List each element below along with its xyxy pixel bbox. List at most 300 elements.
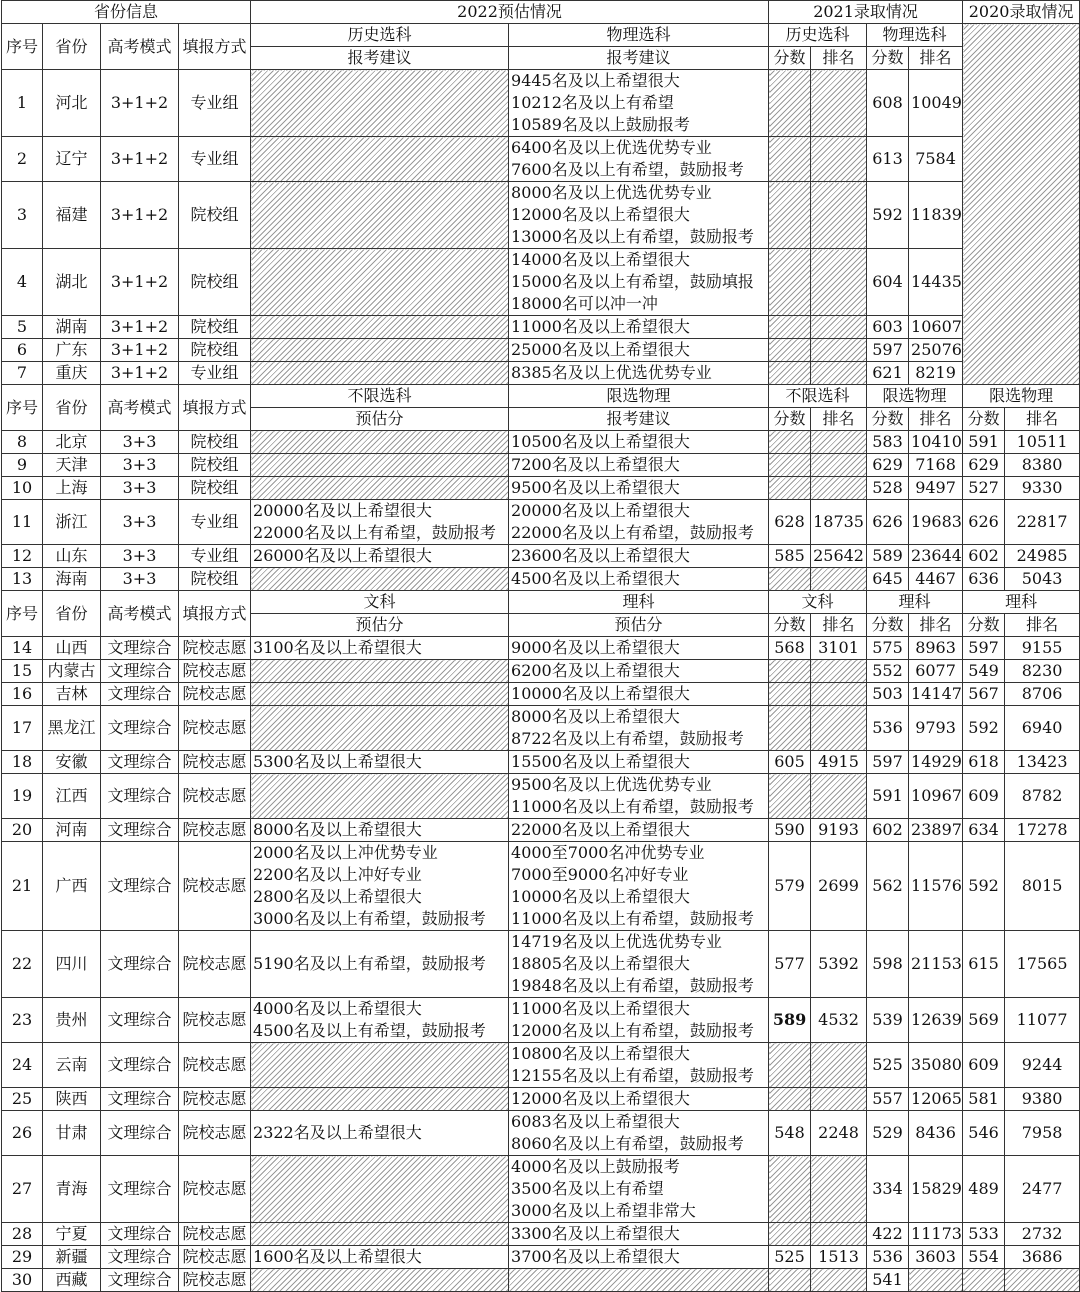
rank-cell: 19683 [909,500,963,545]
s21a-hatched [769,249,811,316]
score-cell: 528 [867,477,909,500]
s21a-hatched [769,1223,811,1246]
row-mode: 文理综合 [101,1088,179,1111]
row-no: 5 [2,316,43,339]
r21a-hatched [811,1156,867,1223]
rank-header: 排名 [1005,408,1080,431]
row-mode: 文理综合 [101,660,179,683]
row-fill: 院校组 [179,568,251,591]
est-a-hatched [251,137,509,182]
row-mode: 文理综合 [101,774,179,819]
row-fill: 院校组 [179,431,251,454]
est-line: 25000名及以上希望很大 [511,340,690,359]
row-province: 四川 [43,931,101,998]
est-a-hatched [251,706,509,751]
row-mode: 文理综合 [101,1111,179,1156]
score-cell: 597 [867,339,909,362]
rank-cell: 7168 [909,454,963,477]
score-cell: 609 [963,774,1005,819]
est-line: 3300名及以上希望很大 [511,1224,680,1243]
row-mode: 文理综合 [101,706,179,751]
row-mode: 3+3 [101,477,179,500]
rank-cell: 2699 [811,842,867,931]
est-b-cell [509,683,769,706]
rank-cell: 5392 [811,931,867,998]
est-a-cell [251,545,509,568]
row-fill: 院校志愿 [179,998,251,1043]
est-a-cell [251,1111,509,1156]
score-cell: 591 [867,774,909,819]
row-mode: 文理综合 [101,1246,179,1269]
section-header-row [2,591,1080,614]
row-mode: 文理综合 [101,683,179,706]
score-cell: 634 [963,819,1005,842]
rank-cell: 4915 [811,751,867,774]
est-b-cell [509,1111,769,1156]
est-line: 12000名及以上有希望，鼓励报考 [511,1021,754,1040]
est-b-cell [509,1043,769,1088]
est-b-cell [509,137,769,182]
est-b-cell [509,568,769,591]
est-line: 8722名及以上有希望，鼓励报考 [511,729,744,748]
score-cell: 598 [867,931,909,998]
col-province-header: 省份 [43,385,101,431]
est-line: 10800名及以上希望很大 [511,1044,690,1063]
score-cell: 536 [867,706,909,751]
adm21-b-header: 理科 [867,591,963,614]
est-line: 8385名及以上优选优势专业 [511,363,712,382]
row-province: 贵州 [43,998,101,1043]
est-line: 8000名及以上优选优势专业 [511,183,712,202]
score-cell: 581 [963,1088,1005,1111]
score-cell: 533 [963,1223,1005,1246]
r21a-hatched [811,683,867,706]
row-mode: 文理综合 [101,637,179,660]
est-a-cell [251,637,509,660]
est-b-cell [509,660,769,683]
row-province: 湖北 [43,249,101,316]
col-fill-header: 填报方式 [179,591,251,637]
s21a-hatched [769,431,811,454]
row-fill: 院校志愿 [179,1223,251,1246]
row-province: 上海 [43,477,101,500]
rank-cell: 12065 [909,1088,963,1111]
table-row [2,70,1080,137]
table-row [2,842,1080,931]
table-row [2,706,1080,751]
rank-cell: 11576 [909,842,963,931]
row-fill: 院校志愿 [179,842,251,931]
admission-table [1,0,1080,1292]
row-no: 9 [2,454,43,477]
est-a-cell [251,1246,509,1269]
s21a-hatched [769,1156,811,1223]
score-cell: 602 [867,819,909,842]
s21a-hatched [769,137,811,182]
est-b-cell [509,454,769,477]
r21a-hatched [811,454,867,477]
est-line: 2800名及以上希望很大 [253,887,422,906]
score-cell: 592 [963,842,1005,931]
score-cell: 489 [963,1156,1005,1223]
admission-2020-header: 2020录取情况 [963,1,1080,24]
est-a-hatched [251,774,509,819]
header-row-top [2,1,1080,24]
est-line: 5300名及以上希望很大 [253,752,422,771]
est-line: 6083名及以上希望很大 [511,1112,680,1131]
s21a-hatched [769,706,811,751]
est-b-cell [509,1088,769,1111]
rank-cell: 3603 [909,1246,963,1269]
row-mode: 3+3 [101,545,179,568]
row-no: 11 [2,500,43,545]
row-province: 江西 [43,774,101,819]
table-row [2,1043,1080,1088]
rank-cell: 23897 [909,819,963,842]
row-fill: 专业组 [179,362,251,385]
row-fill: 院校志愿 [179,1111,251,1156]
score-cell: 628 [769,500,811,545]
s21a-hatched [769,477,811,500]
r21a-hatched [811,1269,867,1292]
col-mode-header: 高考模式 [101,24,179,70]
row-no: 3 [2,182,43,249]
rank-cell: 10967 [909,774,963,819]
est-a-cell [251,931,509,998]
admission-2021-header: 2021录取情况 [769,1,963,24]
score-cell: 591 [963,431,1005,454]
row-no: 21 [2,842,43,931]
est-line: 12155名及以上有希望，鼓励报考 [511,1066,754,1085]
row-no: 22 [2,931,43,998]
table-row [2,660,1080,683]
est-line: 10589名及以上鼓励报考 [511,115,690,134]
row-mode: 文理综合 [101,842,179,931]
est-line: 18805名及以上希望很大 [511,954,690,973]
r21a-hatched [811,706,867,751]
est-b-cell [509,339,769,362]
row-fill: 院校志愿 [179,1246,251,1269]
est-a-hatched [251,431,509,454]
score-header: 分数 [769,614,811,637]
est-line: 22000名及以上有希望，鼓励报考 [511,523,754,542]
rank-cell: 25076 [909,339,963,362]
rank-cell: 9380 [1005,1088,1080,1111]
est-a-hatched [251,1223,509,1246]
table-row [2,637,1080,660]
est-b-cell [509,706,769,751]
row-mode: 文理综合 [101,931,179,998]
score-cell: 585 [769,545,811,568]
est-b-cell [509,545,769,568]
est-b-subheader: 报考建议 [509,408,769,431]
est-b-cell [509,1223,769,1246]
score-cell: 422 [867,1223,909,1246]
score-cell: 602 [963,545,1005,568]
section-header-row [2,385,1080,408]
est-a-header: 文科 [251,591,509,614]
est-line: 4500名及以上希望很大 [511,569,680,588]
score-cell: 539 [867,998,909,1043]
table-row [2,339,1080,362]
row-province: 安徽 [43,751,101,774]
score-cell: 626 [867,500,909,545]
est-line: 3700名及以上希望很大 [511,1247,680,1266]
rank-cell: 9155 [1005,637,1080,660]
rank-cell: 17565 [1005,931,1080,998]
est-a-hatched [251,70,509,137]
row-province: 青海 [43,1156,101,1223]
adm20-header: 理科 [963,591,1080,614]
score-cell: 568 [769,637,811,660]
score-cell: 546 [963,1111,1005,1156]
rank-cell: 8015 [1005,842,1080,931]
score-cell: 592 [867,182,909,249]
score-header: 分数 [867,408,909,431]
row-fill: 院校志愿 [179,1088,251,1111]
est-b-cell [509,931,769,998]
est-b-cell [509,316,769,339]
score-cell: 597 [867,751,909,774]
row-fill: 专业组 [179,70,251,137]
r21b-hatched [909,1269,963,1292]
rank-cell: 35080 [909,1043,963,1088]
table-row [2,751,1080,774]
rank-cell: 10410 [909,431,963,454]
est-line: 18000名可以冲一冲 [511,294,658,313]
score-cell: 541 [867,1269,909,1292]
row-mode: 3+3 [101,454,179,477]
est-b-cell [509,751,769,774]
adm20-header: 限选物理 [963,385,1080,408]
table-row [2,774,1080,819]
est-line: 6200名及以上希望很大 [511,661,680,680]
row-no: 4 [2,249,43,316]
est-line: 7000至9000名冲好专业 [511,865,689,884]
row-mode: 文理综合 [101,998,179,1043]
row-fill: 院校组 [179,339,251,362]
score-cell: 618 [963,751,1005,774]
score-cell: 597 [963,637,1005,660]
est-a-hatched [251,1043,509,1088]
est-a-cell [251,500,509,545]
est-line: 2200名及以上冲好专业 [253,865,422,884]
est-line: 3000名及以上希望非常大 [511,1201,696,1220]
rank-cell: 14147 [909,683,963,706]
r21a-hatched [811,1223,867,1246]
row-fill: 院校组 [179,316,251,339]
row-province: 辽宁 [43,137,101,182]
rank-cell: 9330 [1005,477,1080,500]
row-no: 27 [2,1156,43,1223]
table-body [2,1,1080,1292]
est-line: 14000名及以上希望很大 [511,250,690,269]
rank-cell: 11173 [909,1223,963,1246]
row-mode: 3+1+2 [101,182,179,249]
table-row [2,316,1080,339]
row-province: 河南 [43,819,101,842]
row-no: 7 [2,362,43,385]
est-b-cell [509,182,769,249]
est-b-subheader: 预估分 [509,614,769,637]
r21a-hatched [811,431,867,454]
est-line: 1600名及以上希望很大 [253,1247,422,1266]
r21a-hatched [811,182,867,249]
row-province: 山东 [43,545,101,568]
est-line: 22000名及以上希望很大 [511,820,690,839]
row-no: 8 [2,431,43,454]
row-no: 13 [2,568,43,591]
row-mode: 3+3 [101,431,179,454]
row-mode: 3+3 [101,500,179,545]
r20-hatched [1005,1269,1080,1292]
est-a-hatched [251,249,509,316]
est-b-cell [509,500,769,545]
score-cell: 604 [867,249,909,316]
row-province: 云南 [43,1043,101,1088]
score-cell: 589 [867,545,909,568]
rank-cell: 21153 [909,931,963,998]
row-no: 2 [2,137,43,182]
r21a-hatched [811,660,867,683]
est-a-cell [251,819,509,842]
rank-header: 排名 [811,47,867,70]
est-line: 22000名及以上有希望，鼓励报考 [253,523,496,542]
est-line: 15500名及以上希望很大 [511,752,690,771]
rank-cell: 14435 [909,249,963,316]
est-a-hatched [251,182,509,249]
s21a-hatched [769,182,811,249]
est-line: 12000名及以上希望很大 [511,205,690,224]
row-no: 16 [2,683,43,706]
row-fill: 院校志愿 [179,774,251,819]
rank-cell: 4467 [909,568,963,591]
s21a-hatched [769,568,811,591]
est-line: 5190名及以上有希望，鼓励报考 [253,954,486,973]
adm21-a-header: 不限选科 [769,385,867,408]
est-b-cell [509,998,769,1043]
est-b-header: 物理选科 [509,24,769,47]
est-line: 6400名及以上优选优势专业 [511,138,712,157]
est-line: 9000名及以上希望很大 [511,638,680,657]
score-cell: 536 [867,1246,909,1269]
est-a-hatched [251,339,509,362]
rank-cell: 14929 [909,751,963,774]
rank-cell: 3686 [1005,1246,1080,1269]
score-header: 分数 [769,408,811,431]
row-province: 北京 [43,431,101,454]
table-row [2,1269,1080,1292]
est-a-hatched [251,477,509,500]
adm21-b-header: 物理选科 [867,24,963,47]
est-line: 26000名及以上希望很大 [253,546,432,565]
est-line: 2000名及以上冲优势专业 [253,843,438,862]
score-cell: 636 [963,568,1005,591]
s21a-hatched [769,316,811,339]
col-no-header: 序号 [2,591,43,637]
score-cell: 592 [963,706,1005,751]
table-row [2,998,1080,1043]
est-a-cell [251,751,509,774]
s21a-hatched [769,660,811,683]
est-b-cell [509,362,769,385]
rank-cell: 24985 [1005,545,1080,568]
est-line: 7600名及以上有希望，鼓励报考 [511,160,744,179]
row-mode: 3+1+2 [101,249,179,316]
table-row [2,819,1080,842]
rank-cell: 10049 [909,70,963,137]
province-info-header: 省份信息 [2,1,251,24]
row-fill: 院校志愿 [179,931,251,998]
row-province: 广东 [43,339,101,362]
rank-cell: 2477 [1005,1156,1080,1223]
rank-cell: 9497 [909,477,963,500]
r21a-hatched [811,568,867,591]
rank-cell: 8230 [1005,660,1080,683]
table-row [2,1156,1080,1223]
table-row [2,362,1080,385]
row-mode: 3+3 [101,568,179,591]
col-province-header: 省份 [43,24,101,70]
row-fill: 专业组 [179,137,251,182]
rank-cell: 3101 [811,637,867,660]
row-no: 15 [2,660,43,683]
score-cell: 621 [867,362,909,385]
est-line: 4500名及以上有希望，鼓励报考 [253,1021,486,1040]
table-row [2,477,1080,500]
est-a-hatched [251,568,509,591]
rank-cell: 8706 [1005,683,1080,706]
row-province: 山西 [43,637,101,660]
row-no: 28 [2,1223,43,1246]
rank-header: 排名 [811,408,867,431]
score-cell: 645 [867,568,909,591]
table-row [2,568,1080,591]
score-cell: 525 [769,1246,811,1269]
row-province: 西藏 [43,1269,101,1292]
est-line: 3100名及以上希望很大 [253,638,422,657]
est-b-cell [509,774,769,819]
est-line: 9500名及以上优选优势专业 [511,775,712,794]
est-b-cell [509,842,769,931]
rank-cell: 13423 [1005,751,1080,774]
section-header-row [2,24,1080,47]
row-fill: 院校志愿 [179,660,251,683]
r21a-hatched [811,1088,867,1111]
est-b-header: 限选物理 [509,385,769,408]
est-a-cell [251,842,509,931]
row-province: 甘肃 [43,1111,101,1156]
rank-cell: 2732 [1005,1223,1080,1246]
table-row [2,1111,1080,1156]
row-fill: 院校组 [179,454,251,477]
score-cell: 557 [867,1088,909,1111]
est-line: 10500名及以上希望很大 [511,432,690,451]
row-province: 黑龙江 [43,706,101,751]
est-a-hatched [251,660,509,683]
rank-cell: 25642 [811,545,867,568]
row-fill: 院校志愿 [179,637,251,660]
score-cell: 529 [867,1111,909,1156]
score-cell: 549 [963,660,1005,683]
col-province-header: 省份 [43,591,101,637]
rank-cell: 9793 [909,706,963,751]
row-fill: 院校组 [179,249,251,316]
est-line: 20000名及以上希望很大 [253,501,432,520]
est-line: 8000名及以上希望很大 [511,707,680,726]
table-row [2,1246,1080,1269]
est-line: 4000名及以上希望很大 [253,999,422,1018]
